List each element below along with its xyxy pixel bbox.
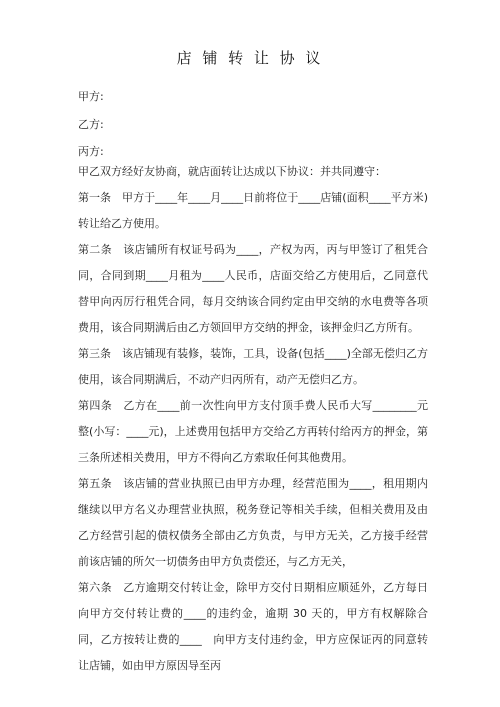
article-6: 第六条 乙方逾期交付转让金，除甲方交付日期相应顺延外，乙方每日向甲方交付转让费的____的违约金，逾期 30 天的，甲方有权解除合同，乙方按转让费的____ 向甲方支付违约金，甲方应保证丙的同意转让店铺，如由甲方原因导至丙 bbox=[78, 581, 428, 672]
article-5: 第五条 该店铺的营业执照已由甲方办理，经营范围为____，租用期内继续以甲方名义办理营业执照，税务登记等相关手续，但相关费用及由乙方经营引起的债权债务全部由乙方负责，与甲方无关，乙方接手经营前该店铺的所欠一切债务由甲方负责偿还，与乙方无关， bbox=[78, 477, 428, 568]
party-c-label: 丙方: bbox=[78, 145, 104, 158]
article-2: 第二条 该店铺所有权证号码为____，产权为丙，丙与甲签订了租凭合同，合同到期____月租为____人民币，店面交给乙方使用后，乙同意代替甲向丙厉行租凭合同，每月交纳该合同约定由甲交纳的水电费等各项费用，该合同期满后由乙方领回甲方交纳的押金，该押金归乙方所有。 bbox=[78, 243, 428, 334]
page-title: 店 铺 转 让 协 议 bbox=[176, 49, 324, 67]
article-1: 第一条 甲方于____年____月____日前将位于____店铺(面积____平方米)转让给乙方使用。 bbox=[78, 191, 428, 230]
article-4: 第四条 乙方在____前一次性向甲方支付顶手费人民币大写________元整(小写：____元)，上述费用包括甲方交给乙方再转付给丙方的押金，第三条所述相关费用，甲方不得向乙方索取任何其他费用。 bbox=[78, 399, 428, 464]
intro-paragraph: 甲乙双方经好友协商，就店面转让达成以下协议：并共同遵守： bbox=[78, 165, 386, 178]
party-a-label: 甲方: bbox=[78, 90, 104, 103]
party-b-label: 乙方: bbox=[78, 118, 104, 131]
article-3: 第三条 该店铺现有装修，装饰，工具，设备(包括____)全部无偿归乙方使用，该合同期满后，不动产归丙所有，动产无偿归乙方。 bbox=[78, 347, 428, 386]
